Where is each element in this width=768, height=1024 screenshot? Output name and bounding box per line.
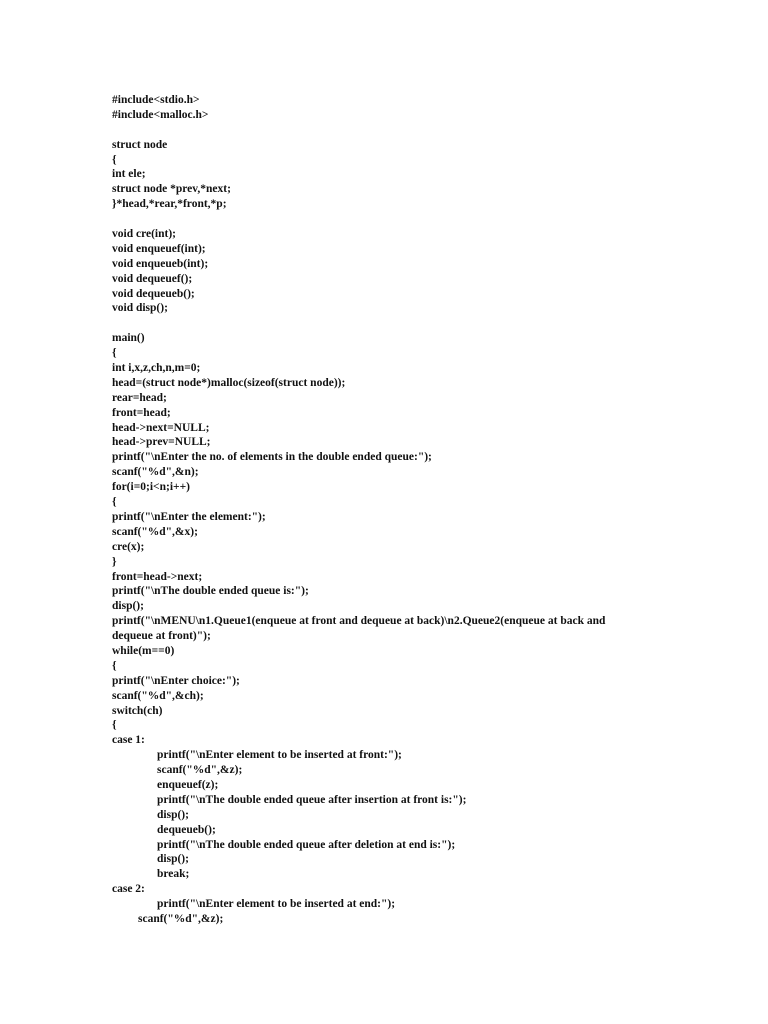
code-line: head->next=NULL; xyxy=(112,421,210,434)
code-line: int ele; xyxy=(112,168,146,181)
code-line: struct node xyxy=(112,138,168,151)
code-line: void enqueuef(int); xyxy=(112,242,206,255)
code-line: disp(); xyxy=(157,808,189,821)
code-line: { xyxy=(112,153,117,166)
code-line: printf("\nEnter element to be inserted at end:"); xyxy=(157,898,396,911)
code-line: printf("\nThe double ended queue after insertion at front is:"); xyxy=(157,793,467,806)
code-line: rear=head; xyxy=(112,391,167,404)
code-line: scanf("%d",&z); xyxy=(138,912,224,925)
code-line: main() xyxy=(112,332,145,345)
code-line: void enqueueb(int); xyxy=(112,257,209,270)
code-line: { xyxy=(112,496,117,509)
code-line: scanf("%d",&ch); xyxy=(112,689,204,702)
code-line: front=head; xyxy=(112,406,171,419)
code-line: printf("\nEnter choice:"); xyxy=(112,674,240,687)
code-listing xyxy=(112,93,672,927)
code-line: for(i=0;i<n;i++) xyxy=(112,481,190,494)
code-line: #include<stdio.h> xyxy=(112,94,200,106)
code-line: cre(x); xyxy=(112,540,145,553)
code-line: struct node *prev,*next; xyxy=(112,183,231,196)
code-line: case 1: xyxy=(112,734,145,747)
code-line: void disp(); xyxy=(112,302,168,315)
code-line: int i,x,z,ch,n,m=0; xyxy=(112,362,201,375)
code-line: dequeue at front)"); xyxy=(112,630,211,643)
code-line: switch(ch) xyxy=(112,704,163,717)
code-line: printf("\nThe double ended queue after deletion at end is:"); xyxy=(157,838,456,851)
code-line: front=head->next; xyxy=(112,570,203,583)
code-line: { xyxy=(112,659,117,672)
code-line: break; xyxy=(157,868,190,881)
code-line: scanf("%d",&x); xyxy=(112,525,198,538)
code-line: printf("\nEnter the element:"); xyxy=(112,510,266,523)
code-line: printf("\nEnter the no. of elements in the double ended queue:"); xyxy=(112,451,432,464)
code-line: disp(); xyxy=(112,600,144,613)
code-line: { xyxy=(112,347,117,360)
code-line: void dequeueb(); xyxy=(112,287,195,300)
code-line: case 2: xyxy=(112,883,145,896)
code-line xyxy=(112,316,672,331)
code-line xyxy=(112,212,672,227)
code-line: head->prev=NULL; xyxy=(112,436,211,449)
code-line: void dequeuef(); xyxy=(112,272,193,285)
code-line: printf("\nMENU\n1.Queue1(enqueue at front and dequeue at back)\n2.Queue2(enqueue at back and xyxy=(112,615,606,628)
code-line: }*head,*rear,*front,*p; xyxy=(112,198,227,211)
code-line xyxy=(112,123,672,138)
code-line: dequeueb(); xyxy=(157,823,216,836)
code-line: enqueuef(z); xyxy=(157,778,219,791)
code-line: } xyxy=(112,555,117,568)
code-line: void cre(int); xyxy=(112,228,176,241)
code-line: printf("\nThe double ended queue is:"); xyxy=(112,585,309,598)
code-line: { xyxy=(112,719,117,732)
code-line: scanf("%d",&z); xyxy=(157,764,243,777)
code-line: scanf("%d",&n); xyxy=(112,466,199,479)
code-line: printf("\nEnter element to be inserted at front:"); xyxy=(157,749,402,762)
code-line: #include<malloc.h> xyxy=(112,108,209,121)
code-line: while(m==0) xyxy=(112,644,175,657)
code-line: disp(); xyxy=(157,853,189,866)
code-line: head=(struct node*)malloc(sizeof(struct node)); xyxy=(112,376,346,389)
